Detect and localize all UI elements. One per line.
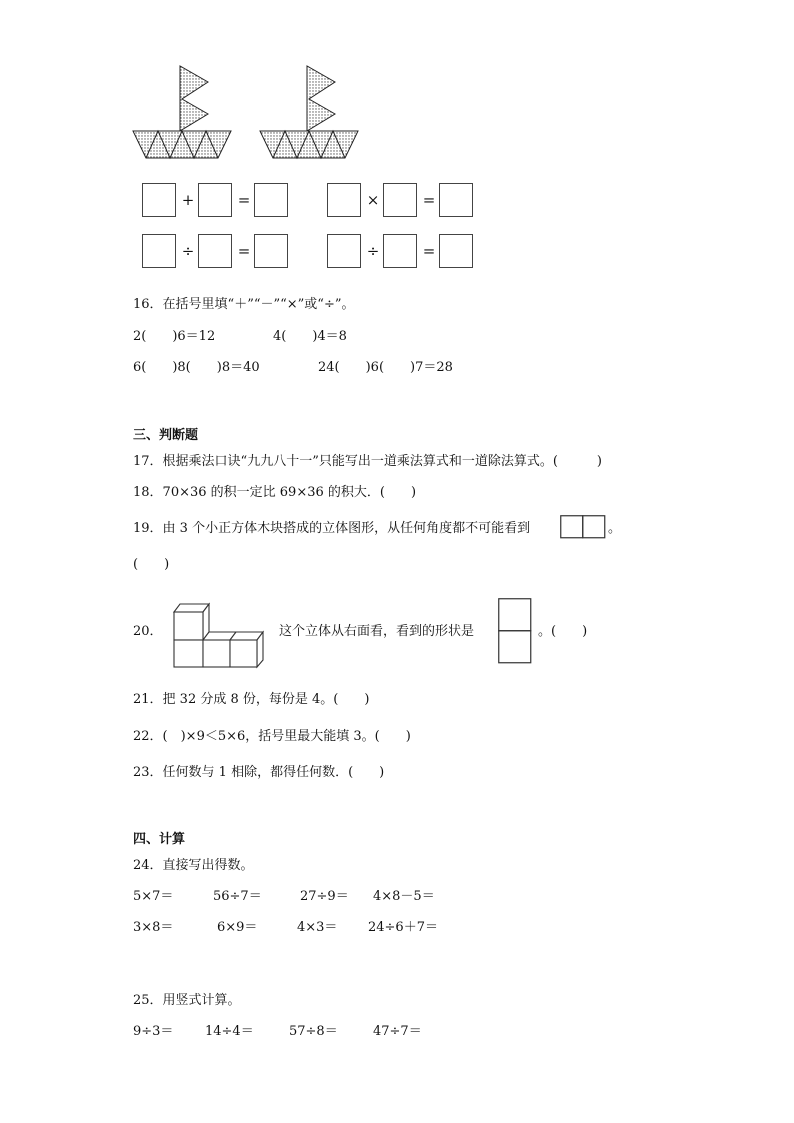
q24-title: 24．直接写出得数。 [133, 858, 254, 873]
q17: 17．根据乘法口诀“九九八十一”只能写出一道乘法算式和一道除法算式。( ) [133, 454, 602, 469]
answer-box[interactable] [198, 234, 232, 268]
stacked-squares-figure [498, 598, 534, 666]
q25-title: 25．用竖式计算。 [133, 993, 241, 1008]
plus-sign: + [181, 191, 195, 209]
q20-text: 这个立体从右面看，看到的形状是 [279, 624, 475, 639]
calc-item: 57÷8＝ [289, 1024, 338, 1039]
calc-item: 24÷6＋7＝ [368, 920, 438, 935]
sailboat-right [260, 66, 358, 158]
q19-text: 19．由 3 个小正方体木块搭成的立体图形，从任何角度都不可能看到 [133, 521, 531, 536]
answer-box[interactable] [439, 183, 473, 217]
answer-box[interactable] [383, 183, 417, 217]
q16-title: 16．在括号里填“＋”“－”“×”或“÷”。 [133, 297, 355, 312]
answer-box[interactable] [383, 234, 417, 268]
answer-box[interactable] [142, 183, 176, 217]
equals-sign: = [422, 242, 436, 260]
answer-box[interactable] [254, 234, 288, 268]
q16-item: 2( )6＝12 [133, 329, 216, 344]
divide-sign: ÷ [181, 242, 195, 260]
cube-stack-figure [168, 600, 278, 672]
answer-box[interactable] [254, 183, 288, 217]
calc-item: 56÷7＝ [213, 889, 262, 904]
equals-sign: = [422, 191, 436, 209]
answer-box[interactable] [198, 183, 232, 217]
answer-box[interactable] [439, 234, 473, 268]
q21: 21．把 32 分成 8 份，每份是 4。( ) [133, 692, 370, 707]
section-heading: 三、判断题 [133, 428, 199, 443]
q16-item: 6( )8( )8＝40 [133, 360, 260, 375]
sailboats-figure [0, 0, 794, 170]
q18: 18．70×36 的积一定比 69×36 的积大．( ) [133, 485, 417, 500]
q23: 23．任何数与 1 相除，都得任何数．( ) [133, 765, 385, 780]
q16-item: 4( )4＝8 [273, 329, 347, 344]
q16-item: 24( )6( )7＝28 [318, 360, 453, 375]
calc-item: 9÷3＝ [133, 1024, 174, 1039]
calc-item: 6×9＝ [217, 920, 258, 935]
calc-item: 14÷4＝ [205, 1024, 254, 1039]
q19-end: 。 [608, 521, 622, 536]
answer-box[interactable] [327, 234, 361, 268]
calc-item: 47÷7＝ [373, 1024, 422, 1039]
times-sign: × [366, 191, 380, 209]
equals-sign: = [237, 191, 251, 209]
q19-answer-paren: ( ) [133, 557, 170, 572]
calc-item: 27÷9＝ [300, 889, 349, 904]
equals-sign: = [237, 242, 251, 260]
calc-item: 4×8－5＝ [373, 889, 435, 904]
calc-item: 3×8＝ [133, 920, 174, 935]
q20-end: 。( ) [538, 624, 588, 639]
calc-item: 5×7＝ [133, 889, 174, 904]
two-squares-figure [560, 515, 610, 541]
q22: 22．( )×9＜5×6，括号里最大能填 3。( ) [133, 729, 411, 744]
sailboat-left [133, 66, 231, 158]
answer-box[interactable] [142, 234, 176, 268]
q20-number: 20． [133, 624, 163, 639]
answer-box[interactable] [327, 183, 361, 217]
section-heading: 四、计算 [133, 832, 186, 847]
divide-sign: ÷ [366, 242, 380, 260]
calc-item: 4×3＝ [297, 920, 338, 935]
